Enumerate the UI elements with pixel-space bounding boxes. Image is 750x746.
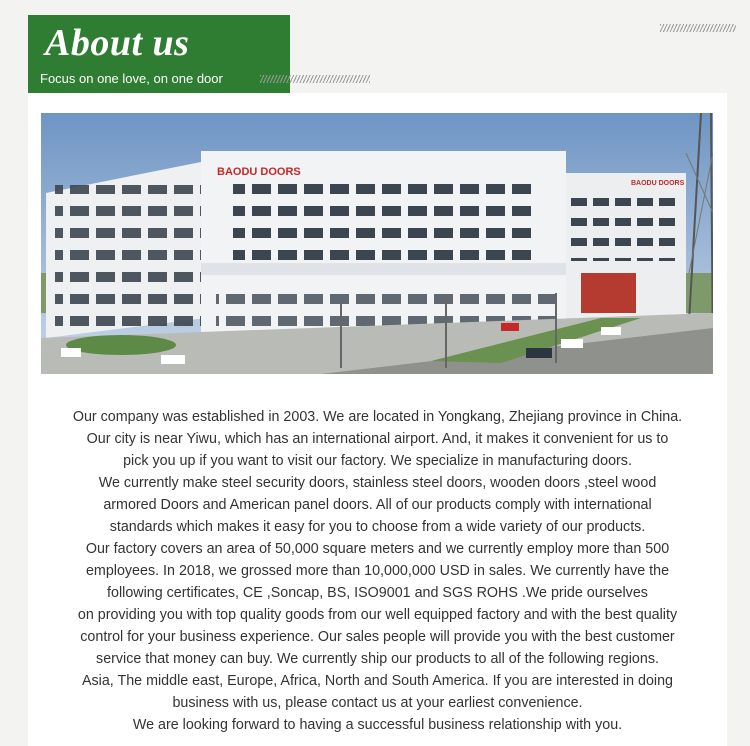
body-line: Our factory covers an area of 50,000 square meters and we currently employ more than 500 — [85, 541, 670, 557]
body-line: We are looking forward to having a successful business relationship with you. — [132, 717, 623, 733]
body-line: following certificates, CE ,Soncap, BS, ISO9001 and SGS ROHS .We pride ourselves — [107, 585, 648, 601]
body-line: Asia, The middle east, Europe, Africa, North and South America. If you are interested in doing — [81, 673, 673, 689]
body-line: control for your business experience. Our sales people will provide you with the best customer — [80, 629, 675, 645]
building-sign-side: BAODU DOORS — [631, 180, 685, 187]
factory-photo — [41, 113, 713, 374]
factory-illustration — [41, 113, 713, 374]
body-line: We currently make steel security doors, stainless steel doors, wooden doors ,steel wood — [98, 475, 657, 491]
body-line: standards which makes it easy for you to choose from a wide variety of our products. — [109, 519, 646, 535]
decorative-hatch-right — [660, 24, 736, 32]
body-line: service that money can buy. We currently ship our products to all of the following regions. — [96, 651, 659, 667]
body-line: Our company was established in 2003. We are located in Yongkang, Zhejiang province in China. — [72, 409, 683, 425]
body-line: on providing you with top quality goods from our well equipped factory and with the best quality — [77, 607, 678, 623]
page-title: About us — [45, 22, 190, 64]
content-card — [28, 93, 727, 746]
body-line: armored Doors and American panel doors. All of our products comply with international — [103, 497, 652, 513]
header-banner — [28, 15, 290, 93]
decorative-hatch-left — [260, 75, 370, 83]
body-line: business with us, please contact us at your earliest convenience. — [172, 695, 583, 711]
body-line: Our city is near Yiwu, which has an international airport. And, it makes it convenient for us to — [86, 431, 669, 447]
building-sign-main: BAODU DOORS — [217, 166, 301, 178]
about-paragraph — [28, 406, 727, 736]
page-subtitle: Focus on one love, on one door — [40, 71, 223, 86]
body-line: pick you up if you want to visit our factory. We specialize in manufacturing doors. — [123, 453, 632, 469]
body-line: employees. In 2018, we grossed more than 10,000,000 USD in sales. We currently have the — [85, 563, 670, 579]
